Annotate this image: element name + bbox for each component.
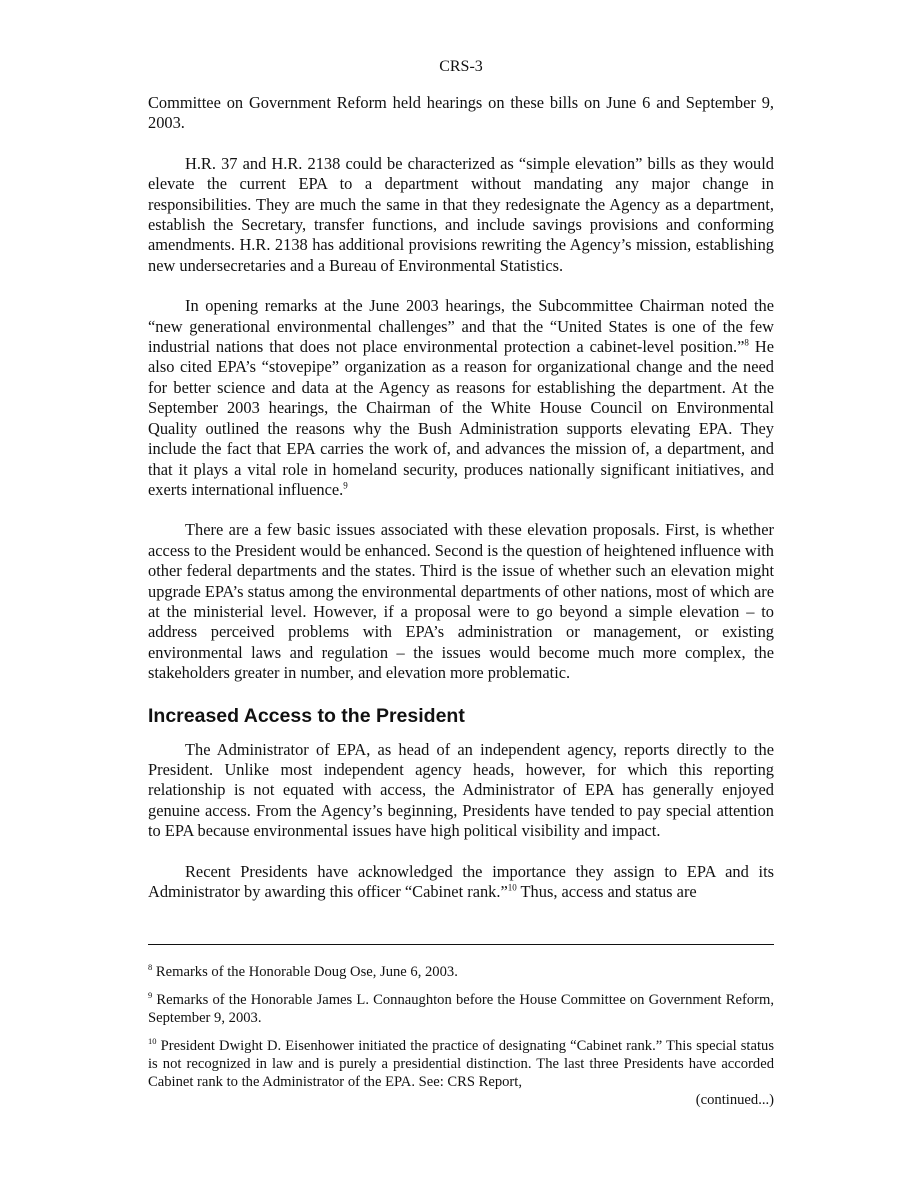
paragraph-cabinet-rank [148,862,774,903]
footnote-9 [148,991,774,1027]
footnote-ref-9: 9 [343,480,348,491]
footnote-8 [148,963,774,981]
footnote-10 [148,1037,774,1091]
paragraph-basic-issues: There are a few basic issues associated with these elevation proposals. First, is whether access to the President would be enhanced. Second is the question of heightened influence with other federal departments and the states. Third is the issue of whether such an elevation might upgrade EPA’s status among the environmental departments of other nations, most of which are at the ministerial level. However, if a proposal were to go beyond a simple elevation – to address perceived problems with EPA’s administration or management, or existing environmental laws and regulation – the issues would become much more complex, the stakeholders greater in number, and elevation more problematic. [148,520,774,683]
paragraph-cabinet-rank-part1: Recent Presidents have acknowledged the importance they assign to EPA and its Administrator by awarding this officer “Cabinet rank.” [148,861,774,901]
footnote-number: 8 [148,962,153,973]
footnote-text: Remarks of the Honorable James L. Connaughton before the House Committee on Government Reform, September 9, 2003. [148,992,774,1026]
paragraph-cabinet-rank-part2: Thus, access and status are [516,882,697,901]
footnote-number: 9 [148,990,153,1001]
paragraph-simple-elevation: H.R. 37 and H.R. 2138 could be characterized as “simple elevation” bills as they would elevate the current EPA to a department without mandating any major change in responsibilities. They are much the same in that they redesignate the Agency as a department, establish the Secretary, transfer functions, and include savings provisions and conforming amendments. H.R. 2138 has additional provisions rewriting the Agency’s mission, establishing new undersecretaries and a Bureau of Environmental Statistics. [148,153,774,275]
paragraph-committee-hearings: Committee on Government Reform held hearings on these bills on June 6 and September 9, 2003. [148,93,774,133]
page-number-header: CRS-3 [439,58,483,75]
paragraph-administrator-reports: The Administrator of EPA, as head of an independent agency, reports directly to the President. Unlike most independent agency heads, however, for which this reporting relationship is not equated with access, the Administrator of EPA has generally enjoyed genuine access. From the Agency’s beginning, Presidents have tended to pay special attention to EPA because environmental issues have high political visibility and impact. [148,739,774,841]
section-heading-access: Increased Access to the President [148,704,465,727]
footnotes-section [148,963,774,1109]
paragraph-opening-remarks-part1: In opening remarks at the June 2003 hearings, the Subcommittee Chairman noted the “new generational environmental challenges” and that the “United States is one of the few industrial nations that does not place environmental protection a cabinet-level position.” [148,296,774,357]
footnote-ref-8: 8 [744,337,749,348]
document-page [148,0,774,1108]
footnote-text: President Dwight D. Eisenhower initiated the practice of designating “Cabinet rank.” This special status is not recognized in law and is purely a presidential distinction. The last three Presidents have accorded Cabinet rank to the Administrator of the EPA. See: CRS Report, [148,1038,774,1090]
footnote-ref-10: 10 [507,882,517,893]
paragraph-opening-remarks-part2: He also cited EPA’s “stovepipe” organization as a reason for organizational change and the need for better science and data at the Agency as reasons for establishing the department. At the September 2003 hearings, the Chairman of the White House Council on Environmental Quality outlined the reasons why the Bush Administration supports elevating EPA. They include the fact that EPA carries the work of, and advances the mission of, a department, and that it plays a vital role in homeland security, produces nationally significant initiatives, and exerts international influence. [148,337,774,499]
footnote-text: Remarks of the Honorable Doug Ose, June 6, 2003. [152,964,458,980]
continued-marker: (continued...) [695,1092,774,1108]
footnote-divider [148,944,774,945]
paragraph-opening-remarks [148,296,774,500]
footnote-number: 10 [148,1036,157,1047]
